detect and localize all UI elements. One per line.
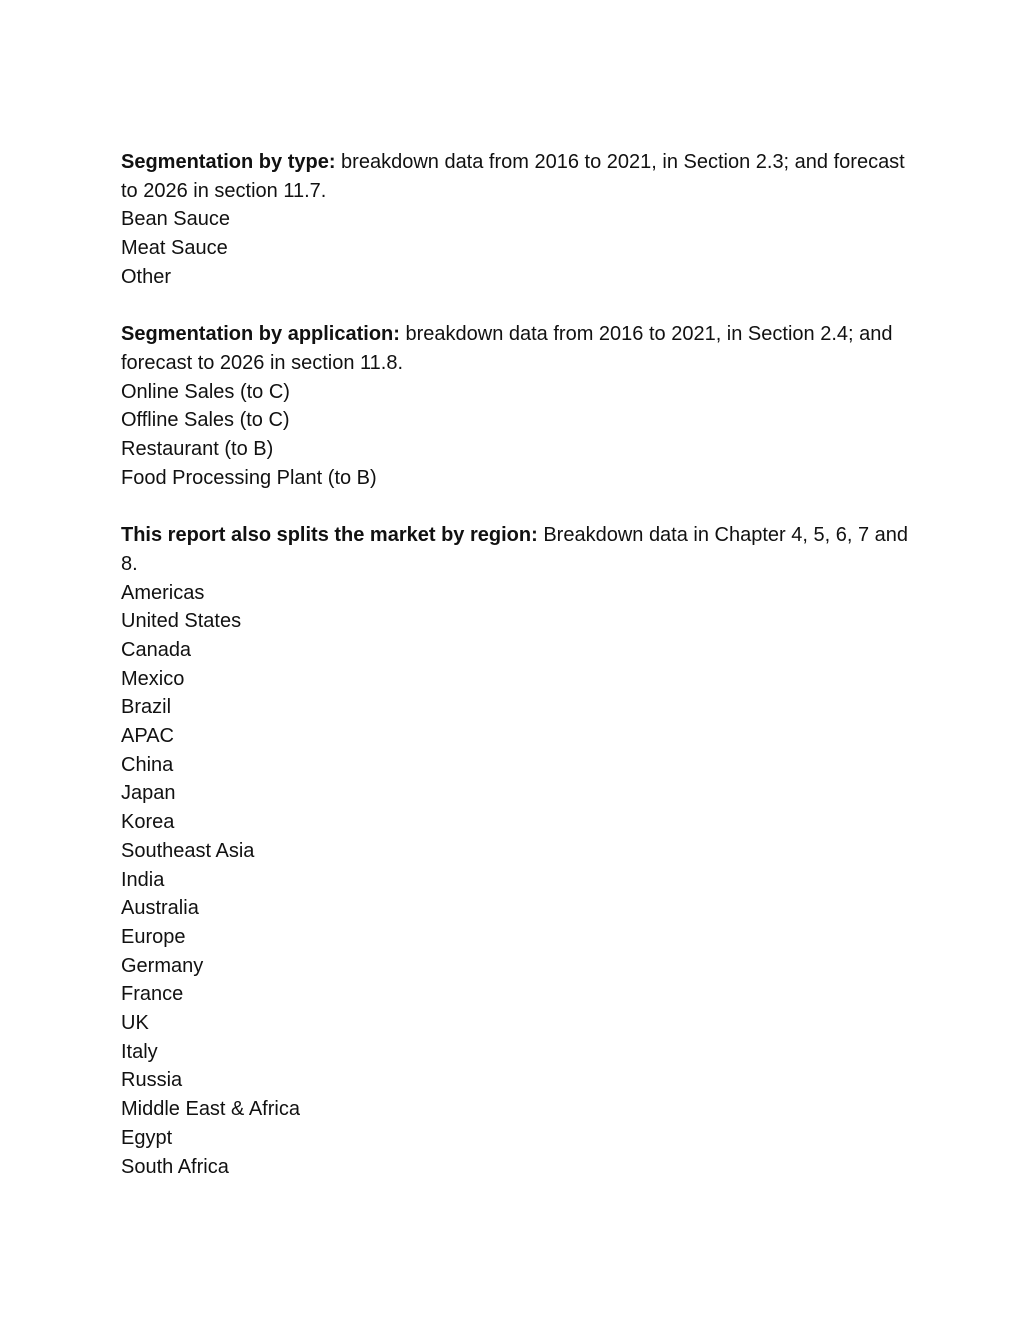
list-item: Italy [121,1040,158,1063]
document-page [121,148,911,1181]
list-item: Online Sales (to C) [121,380,290,403]
list-item: Food Processing Plant (to B) [121,466,377,489]
section-description: Breakdown data in Chapter 4, 5, 6, 7 and 8. [121,524,909,575]
list-item: Brazil [121,696,172,719]
list-item: UK [121,1012,149,1035]
list-item: Meat Sauce [121,237,228,260]
section-application [121,320,911,492]
list-item: APAC [121,725,174,748]
list-item: Japan [121,782,176,805]
list-item: Korea [121,811,175,834]
list-item: United States [121,610,242,633]
section-lead [121,148,911,205]
list-item: Offline Sales (to C) [121,409,290,432]
section-lead [121,320,911,377]
list-item: France [121,983,184,1006]
section-description: breakdown data from 2016 to 2021, in Section 2.3; and forecast to 2026 in section 11.7. [121,151,905,202]
list-item: Egypt [121,1126,173,1149]
list-item: Americas [121,581,205,604]
list-item: Mexico [121,667,185,690]
list-item: Other [121,265,172,288]
list-item: India [121,868,165,891]
list-item: Russia [121,1069,183,1092]
list-item: Canada [121,638,192,661]
list-item: Germany [121,954,204,977]
list-item: Middle East & Africa [121,1098,300,1121]
list-item: Bean Sauce [121,208,230,231]
section-heading: This report also splits the market by region: [121,524,538,547]
list-item: Europe [121,925,186,948]
list-item: Australia [121,897,199,920]
section-heading: Segmentation by application: [121,323,400,346]
section-type [121,148,911,292]
list-item: China [121,753,174,776]
section-lead [121,521,911,578]
section-heading: Segmentation by type: [121,151,336,173]
list-item: Southeast Asia [121,839,255,862]
section-description: breakdown data from 2016 to 2021, in Section 2.4; and forecast to 2026 in section 11.8. [121,323,893,374]
section-region [121,521,911,1181]
list-item: Restaurant (to B) [121,438,274,461]
list-item: South Africa [121,1155,229,1178]
